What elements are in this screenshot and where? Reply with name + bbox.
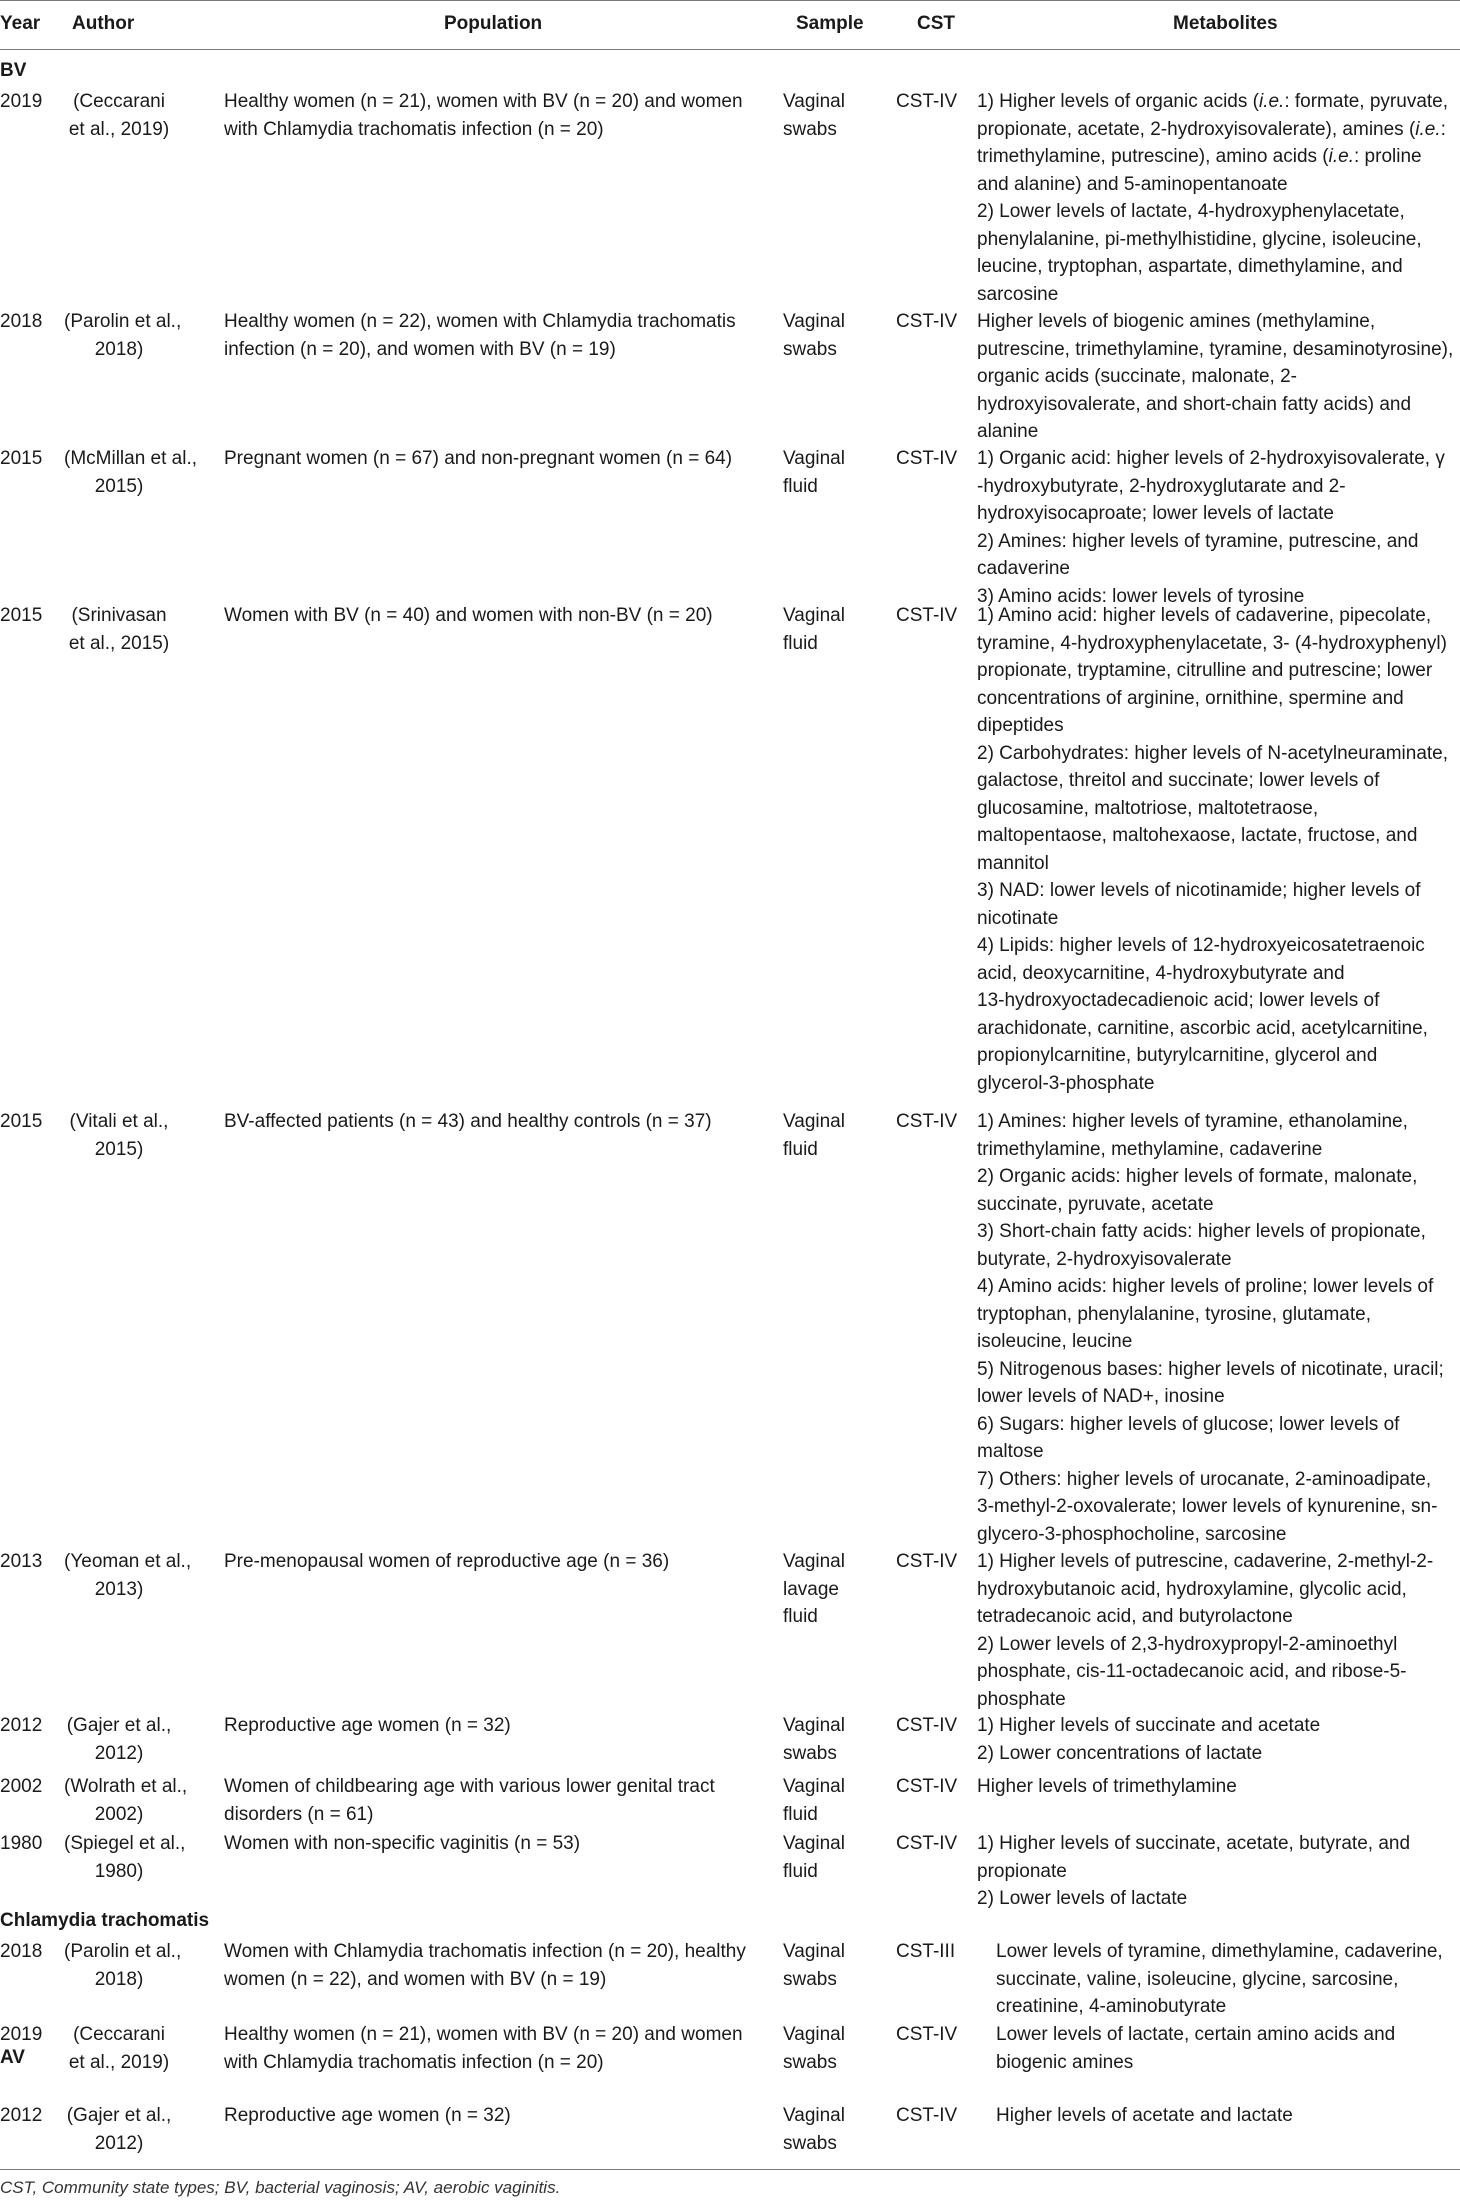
cell-population [224, 1108, 774, 1136]
cell-metabolites-line: 2) Lower levels of lactate, 4-hydroxyphenylacetate, [977, 201, 1405, 222]
cell-metabolites-line: hydroxybutanoic acid, hydroxylamine, glycolic acid, [977, 1578, 1407, 1600]
cell-sample-line: swabs [783, 338, 837, 360]
cell-metabolites-line: propionate, tryptamine, citrulline and putrescine; lower [977, 660, 1433, 681]
cell-population-line: BV-affected patients (n = 43) and healthy controls (n = 37) [224, 1111, 712, 1132]
cell-year: 1980 [0, 1833, 43, 1854]
section-label-chlamydia: Chlamydia trachomatis [0, 1910, 210, 1931]
cell-metabolites-line: alanine [977, 421, 1039, 442]
cell-metabolites-line: 6) Sugars: higher levels of glucose; lower levels of [977, 1413, 1400, 1435]
cell-metabolites [977, 1548, 1459, 1713]
cell-author-line: 2002) [94, 1803, 144, 1825]
cell-metabolites-line: 2) Lower concentrations of lactate [977, 1742, 1263, 1764]
cell-metabolites-line: trimethylamine, putrescine), amino acids (i.e.: proline [977, 146, 1422, 167]
cell-metabolites-line: 4) Lipids: higher levels of 12-hydroxyeicosatetraenoic [977, 935, 1425, 956]
cell-author [64, 308, 182, 363]
cell-metabolites-line: creatinine, 4-aminobutyrate [996, 1996, 1227, 2017]
cell-author [64, 1712, 174, 1767]
cell-population [224, 602, 774, 630]
cell-cst: CST-IV [896, 91, 958, 112]
cell-sample-line: Vaginal [783, 448, 845, 469]
cell-author-line: (Ceccarani [73, 91, 165, 112]
cell-sample-line: Vaginal [783, 1941, 845, 1962]
cell-population [224, 1830, 774, 1858]
header-year: Year [0, 13, 41, 34]
cell-metabolites-line: 13-hydroxyoctadecadienoic acid; lower levels of [977, 990, 1380, 1011]
cell-sample [783, 88, 875, 143]
cell-sample-line: Vaginal [783, 605, 845, 626]
cell-sample [783, 1938, 875, 1993]
cell-author-line: (Ceccarani [73, 2024, 165, 2045]
cell-author-line: 2012) [94, 2132, 144, 2154]
cell-author-line: 2018) [94, 338, 144, 360]
cell-metabolites-line: 1) Higher levels of organic acids (i.e.: formate, pyruvate, [977, 91, 1449, 112]
cell-metabolites-line: galactose, threitol and succinate; lower levels of [977, 770, 1380, 791]
cell-population [224, 1548, 774, 1576]
cell-sample-line: fluid [783, 1138, 818, 1160]
cell-metabolites-line: 3-methyl-2-oxovalerate; lower levels of kynurenine, sn- [977, 1496, 1438, 1517]
cell-author-line: 2015) [94, 475, 144, 497]
cell-sample-line: Vaginal [783, 2105, 845, 2126]
cell-metabolites-line: mannitol [977, 852, 1049, 874]
cell-metabolites-line: 1) Amino acid: higher levels of cadaverine, pipecolate, [977, 605, 1432, 626]
cell-metabolites-line: nicotinate [977, 907, 1059, 929]
cell-metabolites-line: 1) Higher levels of putrescine, cadaverine, 2-methyl-2- [977, 1551, 1434, 1572]
header-population: Population [444, 13, 543, 34]
cell-cst: CST-IV [896, 605, 958, 626]
cell-sample [783, 2102, 875, 2157]
cell-sample-line: swabs [783, 118, 837, 140]
cell-metabolites [977, 602, 1459, 1097]
cell-metabolites-line: trimethylamine, methylamine, cadaverine [977, 1138, 1323, 1160]
table-footnote: CST, Community state types; BV, bacterial vaginosis; AV, aerobic vaginitis. [0, 2178, 561, 2197]
cell-population [224, 1712, 774, 1740]
cell-metabolites [996, 1938, 1459, 2021]
cell-population-line: with Chlamydia trachomatis infection (n = 20) [224, 2051, 604, 2073]
cell-sample-line: lavage [783, 1578, 839, 1600]
header-author: Author [72, 13, 135, 34]
cell-author-line: (Vitali et al., [69, 1111, 169, 1132]
section-label-av: AV [0, 2047, 25, 2068]
cell-metabolites-line: Higher levels of biogenic amines (methylamine, [977, 311, 1376, 332]
cell-metabolites-line: cadaverine [977, 558, 1070, 579]
cell-author [64, 88, 174, 143]
cell-metabolites-line: -hydroxybutyrate, 2-hydroxyglutarate and 2- [977, 475, 1346, 497]
cell-year: 2002 [0, 1776, 43, 1797]
cell-metabolites-line: propionylcarnitine, butyrylcarnitine, glycerol and [977, 1045, 1378, 1066]
header-cst: CST [917, 13, 955, 34]
cell-sample [783, 1830, 875, 1885]
cell-metabolites-line: phosphate [977, 1688, 1066, 1710]
cell-metabolites-line: arachidonate, carnitine, ascorbic acid, acetylcarnitine, [977, 1017, 1428, 1039]
cell-author-line: (Yeoman et al., [64, 1551, 192, 1572]
cell-metabolites-line: 2) Amines: higher levels of tyramine, putrescine, and [977, 530, 1419, 552]
cell-metabolites-line: 3) Short-chain fatty acids: higher levels of propionate, [977, 1221, 1426, 1242]
cell-metabolites-line: isoleucine, leucine [977, 1331, 1133, 1352]
cell-sample-line: fluid [783, 632, 818, 654]
cell-metabolites [977, 308, 1459, 446]
cell-population [224, 1938, 774, 1993]
cell-metabolites [977, 1712, 1459, 1767]
cell-metabolites-line: Lower levels of tyramine, dimethylamine, cadaverine, [996, 1941, 1443, 1962]
cell-metabolites-line: phosphate, cis-11-octadecanoic acid, and ribose-5- [977, 1661, 1407, 1682]
cell-metabolites-line: organic acids (succinate, malonate, 2- [977, 366, 1297, 387]
cell-population [224, 445, 774, 473]
cell-author [64, 1773, 188, 1828]
cell-metabolites-line: 2) Lower levels of 2,3-hydroxypropyl-2-aminoethyl [977, 1633, 1398, 1655]
cell-metabolites-line: 7) Others: higher levels of urocanate, 2-aminoadipate, [977, 1468, 1432, 1490]
cell-metabolites-line: glycerol-3-phosphate [977, 1072, 1155, 1094]
cell-metabolites-line: and alanine) and 5-aminopentanoate [977, 173, 1288, 195]
cell-population-line: Reproductive age women (n = 32) [224, 2105, 511, 2126]
cell-sample-line: fluid [783, 475, 818, 497]
cell-sample [783, 1548, 875, 1631]
cell-author-line: (Parolin et al., [64, 311, 182, 332]
cell-year: 2012 [0, 1715, 43, 1736]
cell-sample [783, 2021, 875, 2076]
cell-author-line: (Parolin et al., [64, 1941, 182, 1962]
cell-cst: CST-IV [896, 2105, 958, 2126]
cell-cst: CST-III [896, 1941, 956, 1962]
cell-metabolites-line: 2) Organic acids: higher levels of formate, malonate, [977, 1166, 1418, 1187]
cell-cst: CST-IV [896, 1833, 958, 1854]
cell-metabolites-line: 3) NAD: lower levels of nicotinamide; higher levels of [977, 880, 1421, 901]
cell-sample [783, 308, 875, 363]
cell-sample-line: Vaginal [783, 1776, 845, 1797]
cell-year: 2013 [0, 1551, 43, 1572]
cell-cst: CST-IV [896, 311, 958, 332]
cell-metabolites-line: dipeptides [977, 715, 1064, 736]
cell-metabolites-line: maltose [977, 1441, 1044, 1462]
cell-metabolites-line: acid, deoxycarnitine, 4-hydroxybutyrate and [977, 962, 1345, 984]
cell-sample-line: Vaginal [783, 1551, 845, 1572]
cell-cst: CST-IV [896, 1715, 958, 1736]
cell-year: 2012 [0, 2105, 43, 2126]
cell-population-line: women (n = 22), and women with BV (n = 19) [224, 1968, 607, 1990]
cell-sample-line: Vaginal [783, 1715, 845, 1736]
cell-cst: CST-IV [896, 1111, 958, 1132]
cell-population-line: Women with Chlamydia trachomatis infection (n = 20), healthy [224, 1941, 746, 1962]
cell-population-line: Healthy women (n = 21), women with BV (n = 20) and women [224, 91, 743, 112]
header-top-rule [0, 0, 1460, 1]
cell-author [64, 2102, 174, 2157]
cell-metabolites [977, 88, 1459, 308]
cell-author-line: (Wolrath et al., [64, 1776, 188, 1797]
header-metabolites: Metabolites [1173, 13, 1278, 34]
cell-population-line: Women with BV (n = 40) and women with non-BV (n = 20) [224, 605, 713, 626]
cell-population-line: Pre-menopausal women of reproductive age (n = 36) [224, 1551, 670, 1572]
cell-author-line: et al., 2019) [68, 118, 170, 140]
cell-population [224, 308, 774, 363]
cell-population-line: Healthy women (n = 22), women with Chlamydia trachomatis [224, 311, 736, 332]
cell-metabolites-line: Lower levels of lactate, certain amino acids and [996, 2024, 1396, 2045]
cell-author-line: 1980) [94, 1860, 144, 1882]
cell-year: 2015 [0, 448, 43, 469]
cell-metabolites [977, 1773, 1459, 1801]
cell-metabolites-line: glycero-3-phosphocholine, sarcosine [977, 1523, 1287, 1545]
cell-author-line: (Srinivasan [71, 605, 167, 626]
cell-author-line: 2018) [94, 1968, 144, 1990]
cell-sample-line: fluid [783, 1606, 818, 1627]
cell-author [64, 1108, 174, 1163]
cell-population-line: Pregnant women (n = 67) and non-pregnant women (n = 64) [224, 448, 733, 469]
cell-metabolites-line: 1) Organic acid: higher levels of 2-hydroxyisovalerate, γ [977, 448, 1445, 469]
cell-metabolites-line: propionate, acetate, 2-hydroxyisovalerate), amines (i.e.: [977, 118, 1446, 140]
cell-sample-line: fluid [783, 1860, 818, 1882]
cell-author [64, 445, 198, 500]
cell-sample [783, 1108, 875, 1163]
cell-cst: CST-IV [896, 2024, 958, 2045]
cell-population-line: Women of childbearing age with various lower genital tract [224, 1776, 715, 1797]
cell-metabolites-line: sarcosine [977, 283, 1059, 305]
cell-cst: CST-IV [896, 448, 958, 469]
cell-population-line: infection (n = 20), and women with BV (n = 19) [224, 338, 616, 360]
cell-metabolites-line: butyrate, 2-hydroxyisovalerate [977, 1248, 1232, 1270]
table-header [0, 0, 1460, 50]
cell-metabolites-line: putrescine, trimethylamine, tyramine, desaminotyrosine), [977, 338, 1454, 360]
cell-sample-line: swabs [783, 2051, 837, 2073]
cell-metabolites-line: concentrations of arginine, ornithine, spermine and [977, 687, 1404, 709]
cell-sample-line: fluid [783, 1803, 818, 1825]
header-sample: Sample [796, 13, 864, 34]
cell-author [64, 1938, 182, 1993]
cell-metabolites-line: Higher levels of trimethylamine [977, 1776, 1237, 1797]
cell-population [224, 2021, 774, 2076]
cell-metabolites-line: tryptophan, phenylalanine, tyrosine, glutamate, [977, 1303, 1371, 1325]
cell-metabolites [977, 445, 1459, 610]
cell-sample-line: Vaginal [783, 1111, 845, 1132]
footer-rule [0, 2169, 1460, 2170]
cell-year: 2015 [0, 1111, 43, 1132]
cell-metabolites-line: hydroxyisovalerate, and short-chain fatty acids) and [977, 393, 1412, 415]
cell-metabolites-line: 2) Lower levels of lactate [977, 1888, 1188, 1909]
cell-metabolites-line: maltopentaose, maltohexaose, lactate, fructose, and [977, 825, 1418, 846]
cell-metabolites-line: succinate, pyruvate, acetate [977, 1193, 1214, 1215]
cell-metabolites [977, 1108, 1459, 1548]
cell-population [224, 2102, 774, 2130]
cell-metabolites-line: 4) Amino acids: higher levels of proline; lower levels of [977, 1276, 1434, 1297]
cell-sample [783, 602, 875, 657]
cell-population-line: disorders (n = 61) [224, 1803, 374, 1825]
cell-author [64, 2021, 174, 2076]
cell-author-line: 2012) [94, 1742, 144, 1764]
cell-author-line: (Spiegel et al., [64, 1833, 186, 1854]
cell-sample [783, 445, 875, 500]
cell-metabolites-line: lower levels of NAD+, inosine [977, 1386, 1225, 1407]
cell-sample-line: Vaginal [783, 2024, 845, 2045]
cell-metabolites-line: Higher levels of acetate and lactate [996, 2105, 1293, 2126]
cell-author-line: (Gajer et al., [66, 1715, 172, 1736]
cell-metabolites-line: propionate [977, 1860, 1067, 1882]
cell-metabolites-line: hydroxyisocaproate; lower levels of lactate [977, 503, 1334, 524]
cell-cst: CST-IV [896, 1776, 958, 1797]
cell-metabolites-line: tyramine, 4-hydroxyphenylacetate, 3- (4-hydroxyphenyl) [977, 632, 1447, 654]
header-bottom-rule [0, 49, 1460, 50]
cell-metabolites-line: phenylalanine, pi-methylhistidine, glycine, isoleucine, [977, 228, 1422, 250]
cell-metabolites-line: 2) Carbohydrates: higher levels of N-acetylneuraminate, [977, 742, 1449, 764]
cell-metabolites-line: succinate, valine, isoleucine, glycine, sarcosine, [996, 1968, 1399, 1990]
cell-author-line: (McMillan et al., [64, 448, 198, 469]
cell-author-line: 2013) [94, 1578, 144, 1600]
cell-author [64, 1548, 192, 1603]
section-label-bv: BV [0, 60, 27, 81]
cell-population-line: Reproductive age women (n = 32) [224, 1715, 511, 1736]
cell-author-line: et al., 2015) [68, 632, 170, 654]
cell-sample-line: swabs [783, 1968, 837, 1990]
cell-population [224, 88, 774, 143]
cell-author-line: et al., 2019) [68, 2051, 170, 2073]
cell-metabolites-line: 5) Nitrogenous bases: higher levels of nicotinate, uracil; [977, 1358, 1444, 1380]
cell-sample-line: swabs [783, 1742, 837, 1764]
cell-sample-line: Vaginal [783, 91, 845, 112]
cell-metabolites-line: 1) Higher levels of succinate and acetate [977, 1715, 1321, 1736]
cell-year: 2018 [0, 1941, 43, 1962]
cell-metabolites-line: 3) Amino acids: lower levels of tyrosine [977, 585, 1305, 607]
cell-metabolites-line: 1) Higher levels of succinate, acetate, butyrate, and [977, 1833, 1411, 1854]
cell-sample-line: Vaginal [783, 1833, 845, 1854]
cell-population-line: Healthy women (n = 21), women with BV (n = 20) and women [224, 2024, 743, 2045]
cell-metabolites [996, 2102, 1459, 2130]
cell-author-line: 2015) [94, 1138, 144, 1160]
cell-year: 2018 [0, 311, 43, 332]
cell-metabolites-line: biogenic amines [996, 2051, 1134, 2073]
cell-metabolites [977, 1830, 1459, 1913]
cell-population [224, 1773, 774, 1828]
cell-sample-line: Vaginal [783, 311, 845, 332]
cell-author [64, 602, 174, 657]
cell-cst: CST-IV [896, 1551, 958, 1572]
cell-metabolites-line: glucosamine, maltotriose, maltotetraose, [977, 797, 1319, 819]
cell-author [64, 1830, 186, 1885]
cell-metabolites-line: leucine, tryptophan, aspartate, dimethylamine, and [977, 256, 1403, 277]
cell-year: 2019 [0, 91, 43, 112]
cell-sample [783, 1712, 875, 1767]
cell-metabolites [996, 2021, 1459, 2076]
cell-author-line: (Gajer et al., [66, 2105, 172, 2126]
cell-year: 2015 [0, 605, 43, 626]
cell-metabolites-line: tetradecanoic acid, and butyrolactone [977, 1606, 1293, 1627]
cell-metabolites-line: 1) Amines: higher levels of tyramine, ethanolamine, [977, 1111, 1408, 1132]
cell-sample-line: swabs [783, 2132, 837, 2154]
cell-population-line: with Chlamydia trachomatis infection (n = 20) [224, 118, 604, 140]
cell-population-line: Women with non-specific vaginitis (n = 53) [224, 1833, 581, 1854]
cell-sample [783, 1773, 875, 1828]
cell-year: 2019 [0, 2024, 43, 2045]
